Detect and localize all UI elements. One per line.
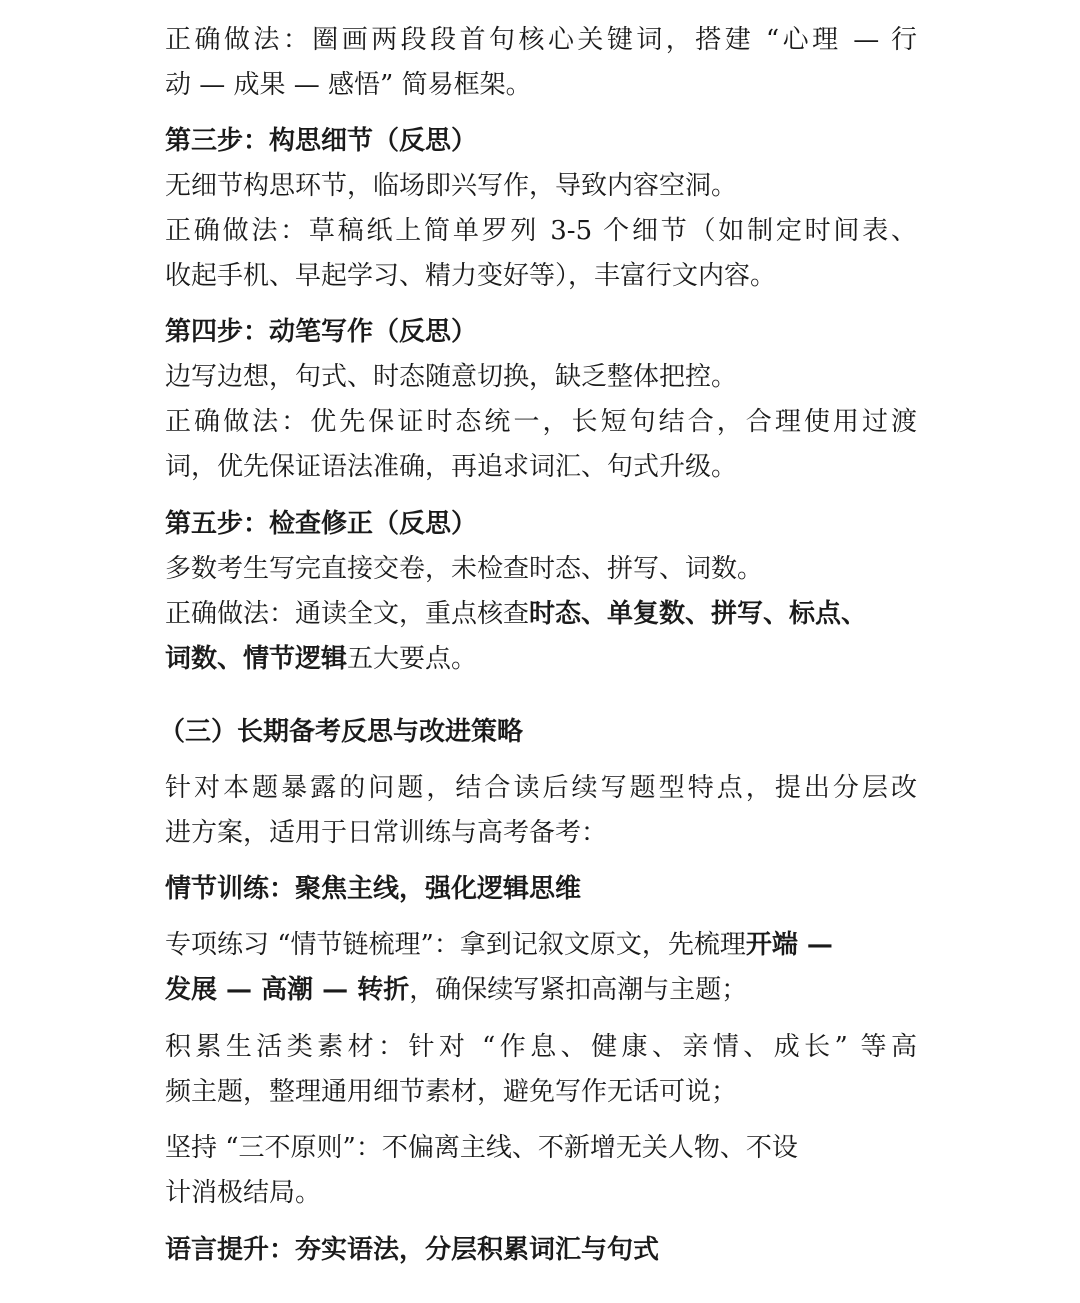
step4-fix-line-1: 正确做法：优先保证时态统一，长短句结合，合理使用过渡 bbox=[165, 407, 917, 437]
plot-item-1-line-1 bbox=[165, 927, 833, 963]
plot-item-3-line-2: 计消极结局。 bbox=[165, 1178, 322, 1208]
language-heading: 语言提升：夯实语法，分层积累词汇与句式 bbox=[165, 1235, 660, 1265]
step3-heading: 第三步：构思细节（反思） bbox=[165, 126, 478, 156]
section-3-intro-line-1: 针对本题暴露的问题，结合读后续写题型特点，提出分层改 bbox=[165, 773, 917, 803]
plot-item-1-text: 专项练习 “情节链梳理”：拿到记叙文原文，先梳理 bbox=[165, 930, 746, 960]
plot-item-3-line-1: 坚持 “三不原则”：不偏离主线、不新增无关人物、不设 bbox=[165, 1133, 798, 1163]
step5-fix-text-end: 五大要点。 bbox=[347, 644, 478, 674]
plot-item-1-text-end: ，确保续写紧扣高潮与主题； bbox=[409, 975, 748, 1005]
step5-fix-text: 正确做法：通读全文，重点核查 bbox=[165, 599, 530, 629]
step3-fix-line-2: 收起手机、早起学习、精力变好等），丰富行文内容。 bbox=[165, 261, 777, 291]
step2-fix-line-2: 动 — 成果 — 感悟” 简易框架。 bbox=[165, 70, 532, 100]
plot-item-1-line-2 bbox=[165, 972, 747, 1008]
step4-heading: 第四步：动笔写作（反思） bbox=[165, 317, 478, 347]
section-3-intro-line-2: 进方案，适用于日常训练与高考备考： bbox=[165, 818, 608, 848]
section-3-heading: （三）长期备考反思与改进策略 bbox=[159, 717, 524, 747]
plot-item-1-key-cont: 发展 — 高潮 — 转折 bbox=[165, 975, 410, 1005]
plot-training-heading: 情节训练：聚焦主线，强化逻辑思维 bbox=[165, 874, 582, 904]
step5-fix-key-points-cont: 词数、情节逻辑 bbox=[165, 644, 348, 674]
step5-fix-key-points: 时态、单复数、拼写、标点、 bbox=[529, 599, 868, 629]
step4-fix-line-2: 词，优先保证语法准确，再追求词汇、句式升级。 bbox=[165, 452, 738, 482]
step2-fix-line-1: 正确做法：圈画两段段首句核心关键词，搭建 “心理 — 行 bbox=[165, 25, 917, 55]
plot-item-2-line-2: 频主题，整理通用细节素材，避免写作无话可说； bbox=[165, 1077, 738, 1107]
step3-problem: 无细节构思环节，临场即兴写作，导致内容空洞。 bbox=[165, 171, 738, 201]
plot-item-2-line-1: 积累生活类素材：针对 “作息、健康、亲情、成长” 等高 bbox=[165, 1032, 917, 1062]
step5-fix-line-2 bbox=[165, 641, 477, 677]
step5-problem: 多数考生写完直接交卷，未检查时态、拼写、词数。 bbox=[165, 554, 764, 584]
step5-fix-line-1 bbox=[165, 596, 867, 632]
step3-fix-line-1: 正确做法：草稿纸上简单罗列 3-5 个细节（如制定时间表、 bbox=[165, 216, 917, 246]
step4-problem: 边写边想，句式、时态随意切换，缺乏整体把控。 bbox=[165, 362, 738, 392]
step5-heading: 第五步：检查修正（反思） bbox=[165, 509, 478, 539]
plot-item-1-key: 开端 — bbox=[745, 930, 833, 960]
